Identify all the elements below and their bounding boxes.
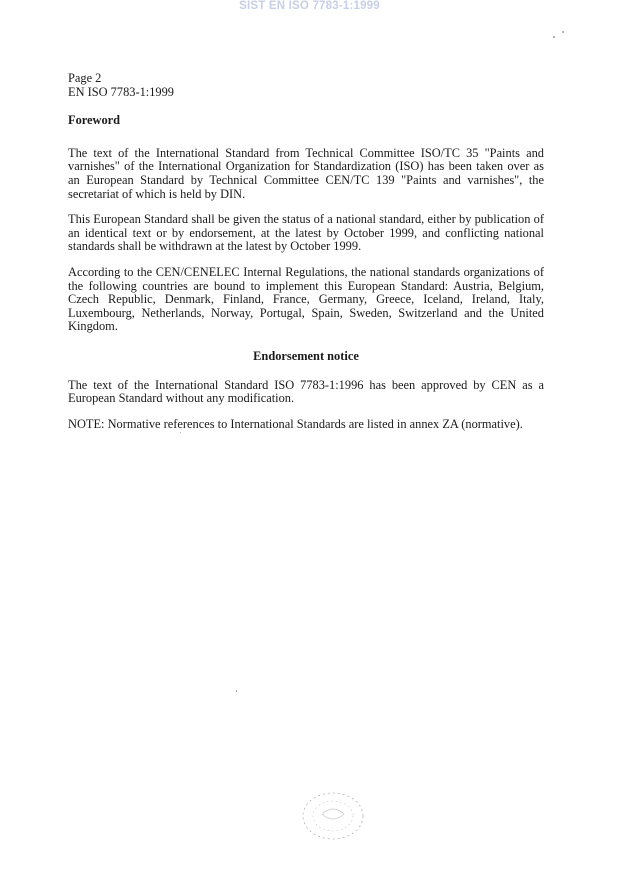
- foreword-paragraph: According to the CEN/CENELEC Internal Regulations, the national standards organizations of the following countries are bound to implement this European Standard: Austria, Belgium, Czech Republic, Denmark, Finland, France, Germany, Greece, Iceland, Ireland, Italy, Luxembourg, Netherlands, Norway, Portugal, Spain, Sweden, Switzerland and the United Kingdom.: [68, 264, 544, 334]
- foreword-paragraph: The text of the International Standard from Technical Committee ISO/TC 35 "Paints and varnishes" of the International Organization for Standardization (ISO) has been taken over as an European Standard by Technical Committee CEN/TC 139 "Paints and varnishes", the secretariat of which is held by DIN.: [68, 145, 544, 201]
- scan-speck: [562, 31, 564, 33]
- document-body: [68, 72, 544, 431]
- faint-stamp: [300, 790, 366, 842]
- watermark: SIST EN ISO 7783-1:1999: [239, 0, 380, 12]
- standard-id: EN ISO 7783-1:1999: [68, 84, 175, 99]
- foreword-title: Foreword: [68, 113, 121, 128]
- page-number: Page 2: [68, 71, 102, 85]
- endorsement-title: Endorsement notice: [253, 348, 359, 363]
- scan-speck: [236, 690, 237, 692]
- foreword-paragraph: This European Standard shall be given the status of a national standard, either by publication of an identical text or by endorsement, at the latest by October 1999, and conflicting national standards shall be withdrawn at the latest by October 1999.: [68, 212, 544, 254]
- scan-speck: [553, 36, 555, 38]
- normative-note: NOTE: Normative references to International Standards are listed in annex ZA (normative).: [68, 416, 523, 431]
- endorsement-text: The text of the International Standard ISO 7783-1:1996 has been approved by CEN as a European Standard without any modification.: [68, 377, 544, 406]
- scan-speck: [180, 432, 181, 433]
